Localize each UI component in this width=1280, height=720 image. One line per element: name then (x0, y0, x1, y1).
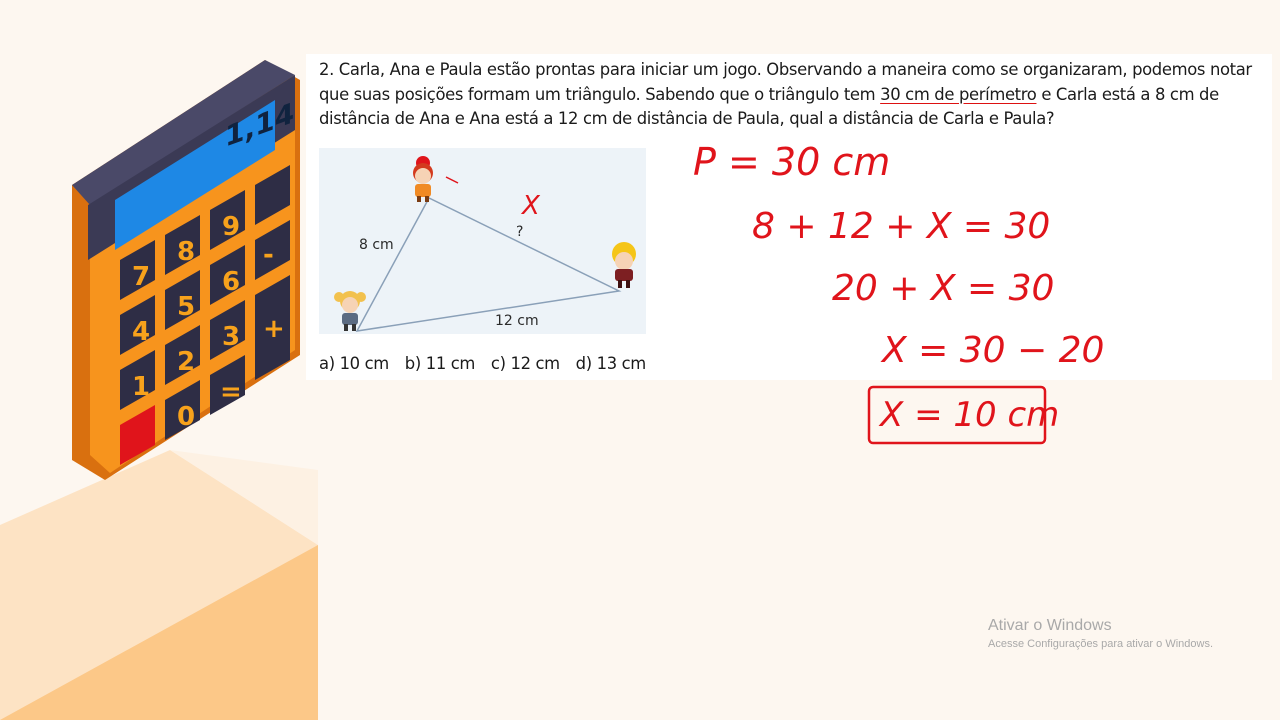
key-9: 9 (222, 212, 241, 242)
key-equals: = (220, 377, 242, 407)
key-2: 2 (177, 347, 196, 377)
calculator-display: 1,14 (225, 95, 295, 154)
option-c: c) 12 cm (490, 354, 560, 373)
side-label-12cm: 12 cm (495, 313, 539, 329)
option-b: b) 11 cm (404, 354, 476, 373)
side-label-8cm: 8 cm (359, 237, 394, 253)
step-simplify: 20 + X = 30 (832, 268, 1055, 309)
option-d: d) 13 cm (575, 354, 646, 373)
key-4: 4 (132, 317, 151, 347)
key-5: 5 (177, 292, 196, 322)
step-sum: 8 + 12 + X = 30 (752, 206, 1051, 247)
key-0: 0 (177, 402, 196, 432)
question-text: 2. Carla, Ana e Paula estão prontas para iniciar um jogo. Observando a maneira como se organizaram, podemos notar que suas posições formam um triângulo. Sabendo que o triângulo tem 30 cm de perímetro e Carla está a 8 cm de distância de Ana e Ana está a 12 cm de distância de Paula, qual a distância de Carla e Paula? (319, 60, 1252, 128)
key-minus: - (263, 240, 274, 270)
key-7: 7 (132, 262, 151, 292)
key-6: 6 (222, 267, 241, 297)
watermark-subtitle: Acesse Configurações para ativar o Windows. (988, 638, 1213, 650)
watermark-title: Ativar o Windows (988, 617, 1112, 634)
key-3: 3 (222, 322, 241, 352)
unknown-side-mark: X (522, 191, 540, 221)
step-isolate: X = 30 − 20 (882, 330, 1105, 371)
key-plus: + (263, 314, 285, 344)
side-label-unknown: ? (516, 224, 524, 240)
step-result: X = 10 cm (880, 395, 1060, 435)
key-8: 8 (177, 237, 196, 267)
option-a: a) 10 cm (319, 354, 389, 373)
key-1: 1 (132, 372, 151, 402)
windows-activation-watermark (988, 617, 1213, 650)
perimeter-highlight: 30 cm de perímetro (880, 84, 1037, 104)
step-perimeter: P = 30 cm (693, 140, 891, 184)
